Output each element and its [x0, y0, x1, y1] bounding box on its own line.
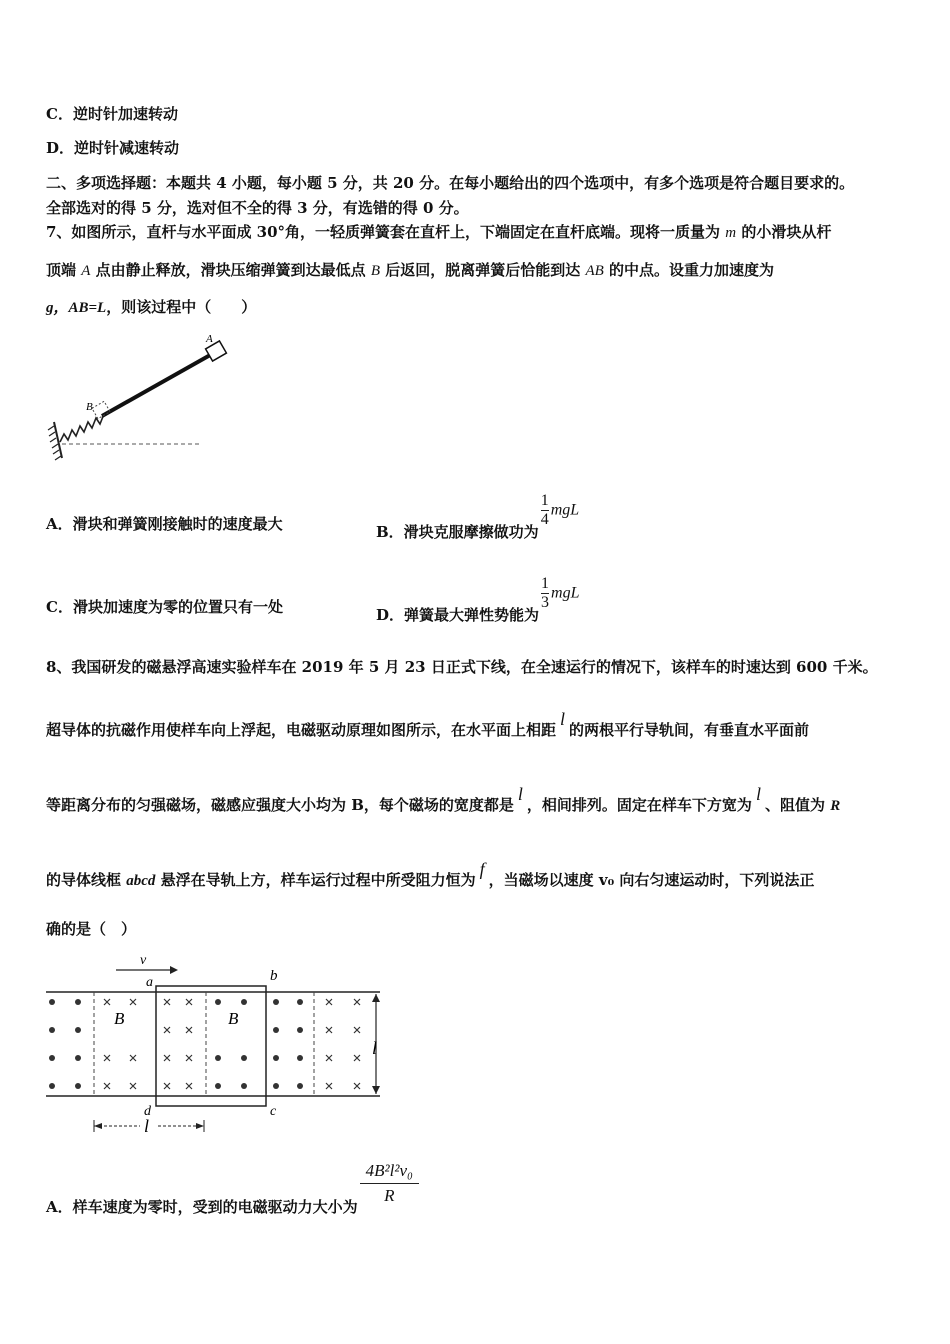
q8-var-l: l	[517, 784, 523, 804]
q7-text: ，则该过程中（ ）	[106, 298, 257, 316]
q8-text: 的两根平行导轨间，有垂直水平面前	[569, 721, 810, 739]
q7-stem-line3	[46, 296, 256, 317]
q7-stem-line2	[46, 259, 774, 280]
label-B2: B	[228, 1009, 239, 1028]
q8-stem-line5: 确的是（ ）	[46, 920, 137, 938]
label-c: c	[270, 1104, 277, 1119]
q7-text: 的中点。设重力加速度为	[603, 261, 775, 279]
frac-den: 3	[541, 594, 550, 611]
q7-text: 后返回，脱离弹簧后恰能到达	[380, 261, 586, 279]
q7-option-b-mgl: mgL	[550, 501, 580, 519]
q8-text: ，相间排列。固定在样车下方宽为	[526, 796, 752, 814]
field-separators	[94, 992, 314, 1096]
frac-den: R	[360, 1183, 419, 1205]
section2-instructions-line2: 全部选对的得 5 分，选对但不全的得 3 分，有选错的得 0 分。	[46, 199, 469, 217]
q8-figure-maglev	[40, 950, 400, 1140]
q8-stem-line1: 8、我国研发的磁悬浮高速实验样车在 2019 年 5 月 23 日正式下线，在全速运行的情况下，该样车的时速达到 600 千米。	[46, 658, 878, 676]
q8-var-R: R	[830, 798, 841, 814]
q8-text: 悬浮在导轨上方，样车运行过程中所受阻力恒为	[155, 871, 476, 889]
q8-stem-line4	[46, 859, 815, 890]
frac-num: 1	[540, 492, 549, 509]
q7-text: 点由静止释放，滑块压缩弹簧到达最低点	[90, 261, 371, 279]
q7-option-d	[376, 575, 580, 624]
q8-stem-line3	[46, 784, 841, 815]
q7-var-AB: AB	[585, 263, 604, 279]
q7-option-d-fraction	[541, 575, 549, 612]
label-a: a	[146, 975, 153, 990]
label-b: b	[270, 968, 278, 984]
label-l-right: l	[372, 1038, 378, 1058]
option-c-prev: C．逆时针加速转动	[46, 105, 178, 123]
q7-var-B: B	[370, 263, 381, 279]
q7-option-a: A．滑块和弹簧刚接触时的速度最大	[46, 515, 283, 533]
q7-option-b-fraction	[541, 492, 549, 529]
label-d: d	[144, 1104, 151, 1119]
option-d-prev: D．逆时针减速转动	[46, 139, 180, 157]
q7-stem-line1	[46, 221, 831, 242]
q8-option-a	[46, 1161, 421, 1216]
q7-var-m: m	[725, 225, 737, 241]
rod	[102, 354, 212, 416]
q7-option-d-text: D．弹簧最大弹性势能为	[376, 605, 540, 624]
q8-var-f: f	[479, 859, 485, 879]
q8-text: 等距离分布的匀强磁场，磁感应强度大小均为 B，每个磁场的宽度都是	[46, 796, 514, 814]
q7-var-A: A	[81, 263, 91, 279]
q8-option-a-text: A．样车速度为零时，受到的电磁驱动力大小为	[46, 1197, 358, 1216]
q7-option-d-mgl: mgL	[551, 584, 580, 602]
label-a: A	[206, 333, 213, 345]
position-b-box	[92, 401, 110, 418]
frac-num: 4B²l²v₀	[365, 1161, 413, 1180]
q8-var-l: l	[755, 784, 761, 804]
q7-text: 7、如图所示，直杆与水平面成 30°角，一轻质弹簧套在直杆上，下端固定在直杆底端。现将一质量为	[46, 223, 726, 241]
q7-figure-rod-spring	[40, 330, 240, 470]
frac-num: 1	[541, 575, 550, 592]
q8-text: 超导体的抗磁作用使样车向上浮起，电磁驱动原理如图所示，在水平面上相距	[46, 721, 557, 739]
q7-option-b	[376, 492, 580, 541]
coil-abcd	[156, 986, 266, 1106]
velocity-arrowhead	[170, 966, 178, 974]
q8-var-l: l	[560, 709, 566, 729]
q7-text: 顶端	[46, 261, 82, 279]
q7-var-gABL: g，AB=L	[46, 300, 107, 316]
q8-text: 的导体线框	[46, 871, 127, 889]
q8-text: 、阻值为	[764, 796, 831, 814]
q7-option-c: C．滑块加速度为零的位置只有一处	[46, 598, 283, 616]
label-v: v	[140, 953, 147, 968]
q7-text: 的小滑块从杆	[736, 223, 832, 241]
field-dots	[49, 999, 303, 1089]
q7-option-b-text: B．滑块克服摩擦做功为	[376, 522, 539, 541]
q8-stem-line2	[46, 709, 810, 740]
label-b: B	[86, 401, 93, 413]
frac-den: 4	[540, 511, 549, 528]
q8-option-a-fraction	[360, 1162, 419, 1205]
section2-instructions-line1: 二、多项选择题：本题共 4 小题，每小题 5 分，共 20 分。在每小题给出的四个选项中，有多个选项是符合题目要求的。	[46, 174, 855, 192]
label-l-bottom: l	[144, 1116, 150, 1136]
q8-var-abcd: abcd	[126, 873, 156, 889]
label-B1: B	[114, 1009, 125, 1028]
q8-text: ，当磁场以速度 v₀ 向右匀速运动时，下列说法正	[488, 871, 815, 889]
